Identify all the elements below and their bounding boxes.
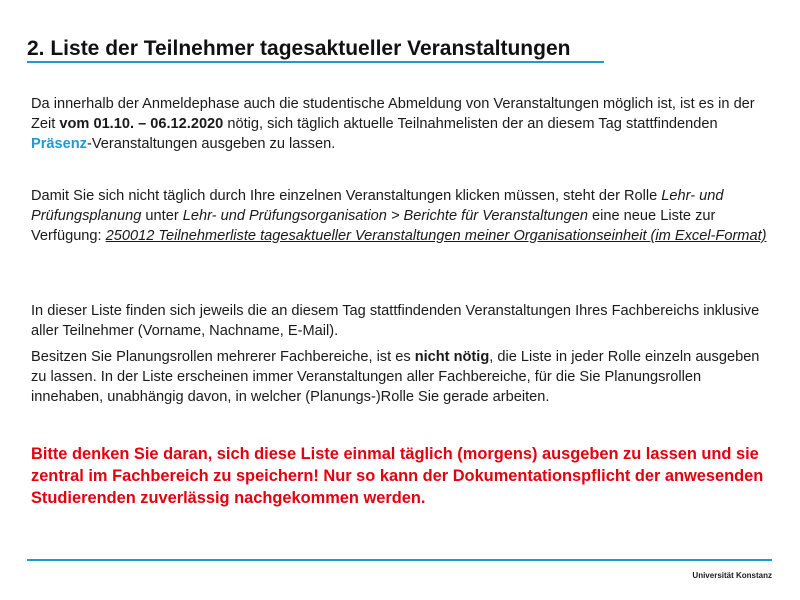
paragraph-registration-period	[31, 94, 767, 154]
paragraph2-text-part1: Damit Sie sich nicht täglich durch Ihre einzelnen Veranstaltungen klicken müssen, steht der Rolle	[31, 188, 662, 204]
paragraph1-text-part1: Da innerhalb der Anmeldephase auch die studentische Abmeldung von Veranstaltungen möglich ist, ist es in der Zeit	[31, 96, 755, 132]
not-necessary-bold: nicht nötig	[414, 349, 490, 365]
page-title: 2. Liste der Teilnehmer tagesaktueller Veranstaltungen	[27, 37, 571, 60]
paragraph4-text-part1: Besitzen Sie Planungsrollen mehrerer Fachbereiche, ist es	[31, 349, 415, 365]
paragraph1-text-part2: nötig, sich täglich aktuelle Teilnahmelisten der an diesem Tag stattfindenden	[223, 116, 718, 132]
paragraph4-text-part2: , die Liste in jeder Rolle einzeln ausgeben zu lassen. In der Liste erscheinen immer Veranstaltungen aller Fachbereiche, für die Sie Planungsrollen innehaben, unabhängig davon, in welcher (Planungs-)Rolle Sie gerade arbeiten.	[31, 349, 760, 405]
paragraph2-text-part3: eine neue Liste zur Verfügung:	[31, 208, 716, 244]
report-link[interactable]: 250012 Teilnehmerliste tagesaktueller Veranstaltungen meiner Organisationseinheit (im Excel-Format)	[105, 228, 767, 244]
paragraph-multiple-roles	[31, 347, 767, 407]
praesenz-highlight: Präsenz	[31, 136, 87, 152]
title-underline	[27, 61, 604, 63]
menu-path: Lehr- und Prüfungsorganisation > Berichte für Veranstaltungen	[182, 208, 588, 224]
paragraph-report-location	[31, 186, 767, 246]
paragraph-list-contents: In dieser Liste finden sich jeweils die an diesem Tag stattfindenden Veranstaltungen Ihres Fachbereichs inklusive aller Teilnehmer (Vorname, Nachname, E-Mail).	[31, 303, 760, 339]
university-label: Universität Konstanz	[692, 571, 772, 580]
warning-text: Bitte denken Sie daran, sich diese Liste einmal täglich (morgens) ausgeben zu lassen und sie zentral im Fachbereich zu speichern! Nur so kann der Dokumentationspflicht der anwesenden Studierenden zuverlässig nachgekommen werden.	[31, 445, 764, 507]
paragraph2-text-part2: unter	[141, 208, 183, 224]
role-name: Lehr- und Prüfungsplanung	[31, 188, 724, 224]
paragraph1-text-part3: -Veranstaltungen ausgeben zu lassen.	[86, 136, 336, 152]
dates-bold: vom 01.10. – 06.12.2020	[59, 116, 224, 132]
footer-rule	[27, 559, 772, 561]
